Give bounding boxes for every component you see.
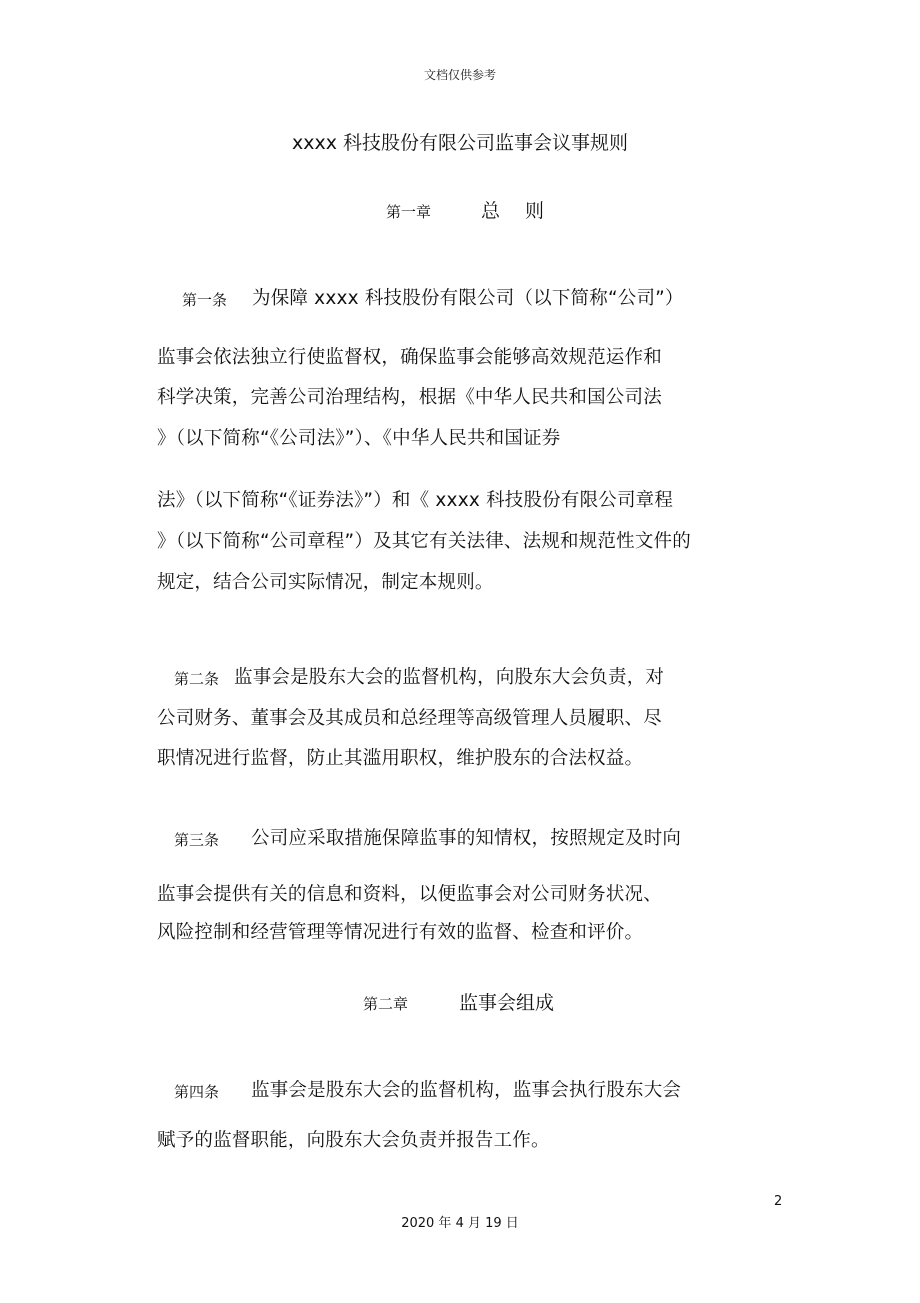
- article1-line: 为保障 xxxx 科技股份有限公司（以下简称“公司”）: [252, 288, 684, 309]
- chapter2-name: 监事会组成: [459, 992, 555, 1014]
- chapter2-label: 第二章: [363, 995, 409, 1013]
- chapter1-name: 总 则: [481, 200, 545, 222]
- article1-line: 法》（以下简称“《证券法》”）和《 xxxx 科技股份有限公司章程: [157, 490, 674, 511]
- article2-label: 第二条: [174, 670, 220, 688]
- footer-date: 2020 年 4 月 19 日: [401, 1216, 519, 1231]
- article1-line: 规定，结合公司实际情况，制定本规则。: [157, 572, 494, 593]
- page-number: 2: [774, 1194, 783, 1209]
- article2-line: 职情况进行监督，防止其滥用职权，维护股东的合法权益。: [157, 748, 644, 769]
- document-title: xxxx 科技股份有限公司监事会议事规则: [291, 132, 629, 154]
- article3-line: 监事会提供有关的信息和资料，以便监事会对公司财务状况、: [157, 884, 662, 905]
- article4-line: 监事会是股东大会的监督机构，监事会执行股东大会: [251, 1080, 682, 1101]
- article4-line: 赋予的监督职能，向股东大会负责并报告工作。: [157, 1130, 550, 1151]
- article1-line: 监事会依法独立行使监督权，确保监事会能够高效规范运作和: [157, 347, 662, 368]
- header-watermark: 文档仅供参考: [423, 68, 496, 82]
- article1-line: 科学决策，完善公司治理结构，根据《中华人民共和国公司法: [157, 387, 662, 408]
- article3-line: 风险控制和经营管理等情况进行有效的监督、检查和评价。: [157, 922, 644, 943]
- article3-label: 第三条: [174, 831, 220, 849]
- article2-line: 监事会是股东大会的监督机构，向股东大会负责，对: [234, 667, 665, 688]
- article1-line: 》（以下简称“公司章程”）及其它有关法律、法规和规范性文件的: [157, 531, 691, 552]
- article1-label: 第一条: [182, 291, 228, 309]
- chapter1-label: 第一章: [386, 203, 432, 221]
- article3-line: 公司应采取措施保障监事的知情权，按照规定及时向: [251, 828, 682, 849]
- article4-label: 第四条: [174, 1083, 220, 1101]
- article2-line: 公司财务、董事会及其成员和总经理等高级管理人员履职、尽: [157, 708, 662, 729]
- article1-line: 》（以下简称“《公司法》”）、《中华人民共和国证券: [157, 428, 561, 449]
